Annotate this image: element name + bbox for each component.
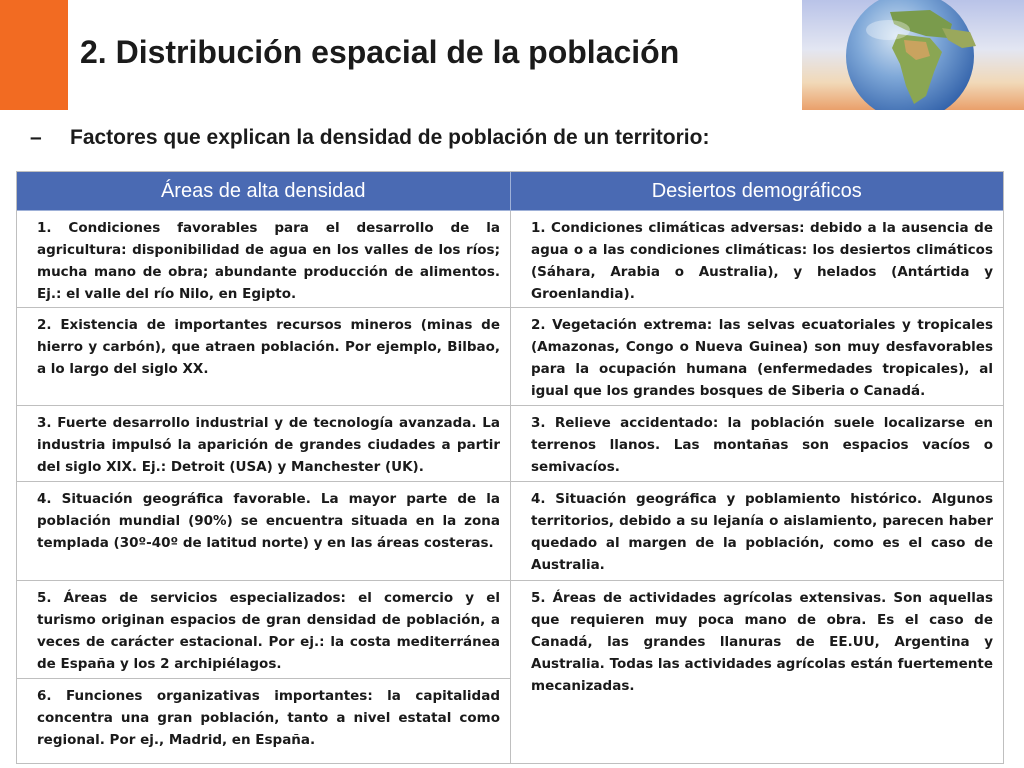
- table-cell: 1. Condiciones favorables para el desarrollo de la agricultura: disponibilidad de agua en los valles de los ríos; mucha mano de obra; abundante producción de alimentos. Ej.: el valle del río Nilo, en Egipto.: [17, 211, 510, 308]
- table-cell: 3. Relieve accidentado: la población suele localizarse en terrenos llanos. Las montañas son espacios vacíos o semivacíos.: [511, 406, 1003, 482]
- subtitle-text: Factores que explican la densidad de población de un territorio:: [70, 126, 710, 149]
- density-table: [16, 171, 1004, 764]
- table-header-row: [17, 172, 1003, 211]
- table-cell: 5. Áreas de actividades agrícolas extensivas. Son aquellas que requieren muy poca mano de obra. Es el caso de Canadá, las grandes llanuras de EE.UU, Argentina y Australia. Todas las actividades agrícolas están fuertemente mecanizadas.: [531, 590, 993, 694]
- subtitle: [30, 126, 1010, 150]
- table-cell: 5. Áreas de servicios especializados: el comercio y el turismo originan espacios de gran densidad de población, a veces de carácter estacional. Por ej.: la costa mediterránea de España y los 2 archipiélagos.: [17, 581, 510, 679]
- column-demographic-deserts: [510, 211, 1003, 764]
- earth-globe-icon: [802, 0, 1024, 110]
- orange-accent-block: [0, 0, 68, 110]
- bullet-dash: –: [30, 126, 42, 149]
- column-high-density: [17, 211, 510, 764]
- table-cell: 4. Situación geográfica y poblamiento histórico. Algunos territorios, debido a su lejanía o aislamiento, parecen haber quedado al margen de la población, como es el caso de Australia.: [511, 482, 1003, 581]
- header-high-density: Áreas de alta densidad: [160, 179, 366, 202]
- table-cell: 2. Vegetación extrema: las selvas ecuatoriales y tropicales (Amazonas, Congo o Nueva Guinea) son muy desfavorables para la ocupación humana (enfermedades tropicales), al igual que los grandes bosques de Siberia o Canadá.: [511, 308, 1003, 406]
- header-demographic-deserts: Desiertos demográficos: [510, 172, 1004, 210]
- table-cell: 2. Existencia de importantes recursos mineros (minas de hierro y carbón), que atraen población. Por ejemplo, Bilbao, a lo largo del siglo XX.: [17, 308, 510, 406]
- slide-title: 2. Distribución espacial de la población: [80, 34, 680, 70]
- table-cell: 4. Situación geográfica favorable. La mayor parte de la población mundial (90%) se encuentra situada en la zona templada (30º-40º de latitud norte) y en las áreas costeras.: [17, 482, 510, 581]
- table-cell: 3. Fuerte desarrollo industrial y de tecnología avanzada. La industria impulsó la aparición de grandes ciudades a partir del siglo XIX. Ej.: Detroit (USA) y Manchester (UK).: [17, 406, 510, 482]
- table-cell: 1. Condiciones climáticas adversas: debido a la ausencia de agua o a las condiciones climáticas: los desiertos climáticos (Sáhara, Arabia o Australia), y helados (Antártida y Groenlandia).: [511, 211, 1003, 308]
- globe-image: [802, 0, 1024, 110]
- table-cell: 6. Funciones organizativas importantes: la capitalidad concentra una gran población, tanto a nivel estatal como regional. Por ej., Madrid, en España.: [37, 688, 500, 748]
- table-body: [17, 211, 1003, 764]
